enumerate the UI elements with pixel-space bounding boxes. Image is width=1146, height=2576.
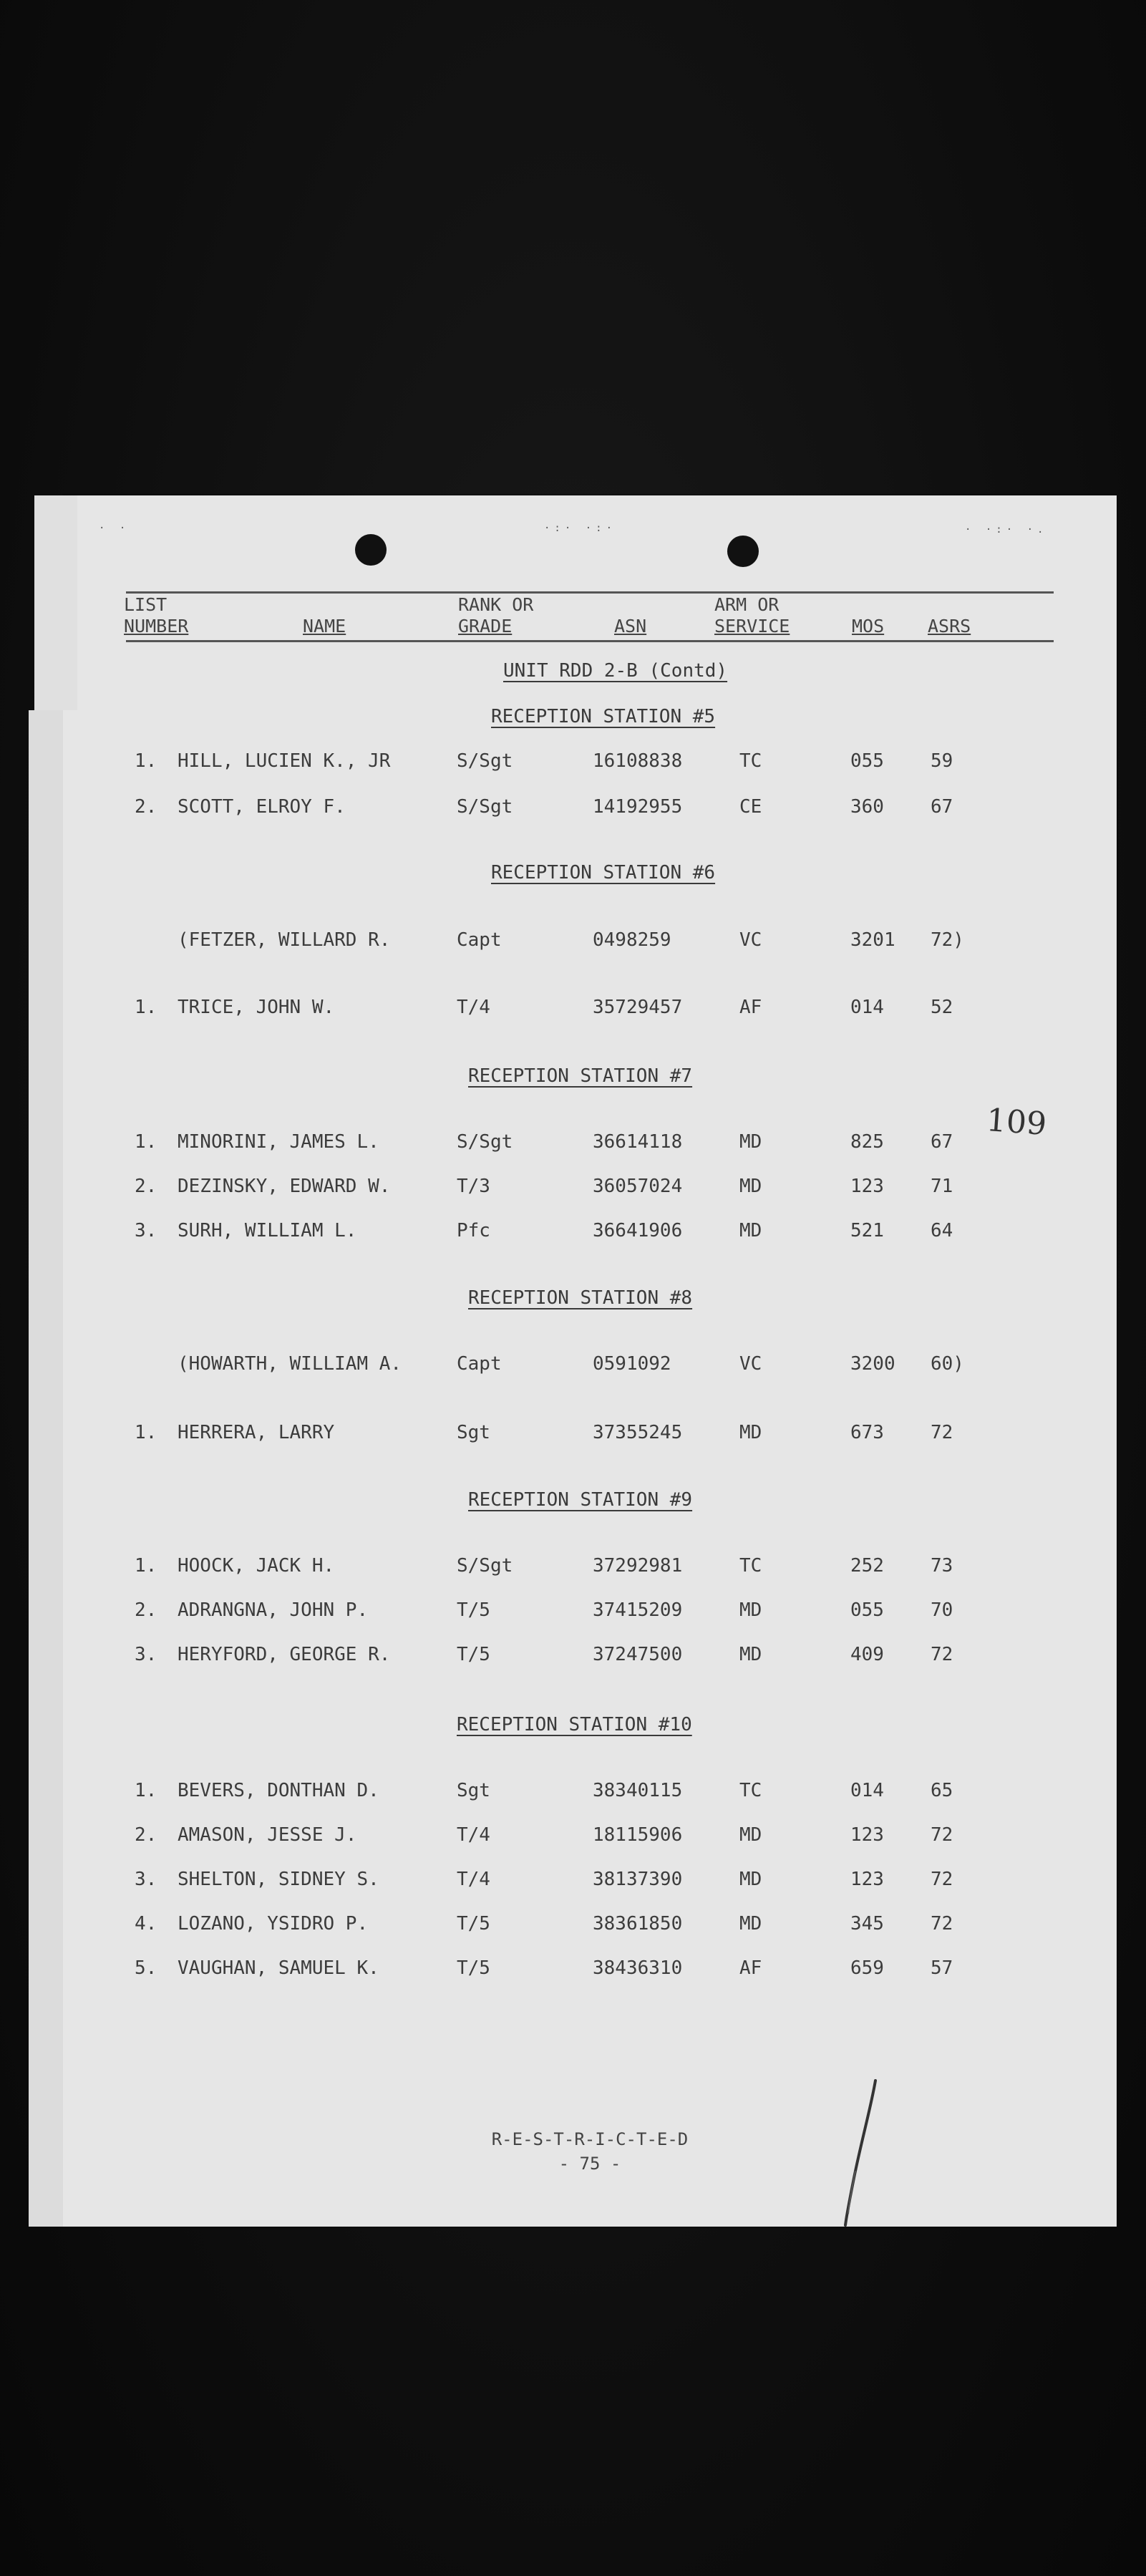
- cell-num: 4.: [135, 1913, 157, 1935]
- col-head-mos: MOS: [852, 616, 885, 636]
- col-head-arm: ARM OR SERVICE: [714, 594, 790, 636]
- cell-mos: 3201: [850, 929, 895, 951]
- cell-asrs: 65: [931, 1780, 953, 1801]
- cell-name: LOZANO, YSIDRO P.: [178, 1913, 369, 1935]
- cell-asn: 38436310: [593, 1957, 683, 1979]
- section-title: RECEPTION STATION #9: [468, 1489, 693, 1511]
- cell-rank: Pfc: [457, 1220, 490, 1241]
- cell-rank: T/5: [457, 1599, 490, 1621]
- cell-num: 1.: [135, 1780, 157, 1801]
- cell-name: HOOCK, JACK H.: [178, 1555, 335, 1577]
- cell-mos: 673: [850, 1422, 884, 1443]
- cell-asrs: 72: [931, 1913, 953, 1935]
- cell-num: 1.: [135, 1131, 157, 1153]
- cell-mos: 014: [850, 1780, 884, 1801]
- cell-arm: MD: [739, 1824, 762, 1846]
- cell-arm: MD: [739, 1220, 762, 1241]
- cell-asn: 38340115: [593, 1780, 683, 1801]
- cell-name: HILL, LUCIEN K., JR: [178, 750, 391, 772]
- cell-name: MINORINI, JAMES L.: [178, 1131, 379, 1153]
- cell-mos: 521: [850, 1220, 884, 1241]
- cell-name: SCOTT, ELROY F.: [178, 796, 346, 818]
- header-rule-top: [126, 591, 1054, 594]
- cell-rank: T/4: [457, 997, 490, 1018]
- cell-name: DEZINSKY, EDWARD W.: [178, 1176, 391, 1197]
- cell-mos: 055: [850, 1599, 884, 1621]
- cell-rank: T/5: [457, 1644, 490, 1665]
- cell-arm: MD: [739, 1131, 762, 1153]
- col-head-list-number: LIST NUMBER: [124, 594, 189, 636]
- table-row: [63, 1957, 1117, 1986]
- cell-num: 1.: [135, 750, 157, 772]
- cell-mos: 409: [850, 1644, 884, 1665]
- table-row: [63, 1599, 1117, 1628]
- cell-arm: CE: [739, 796, 762, 818]
- table-row: [63, 1555, 1117, 1584]
- cell-asrs: 72: [931, 1824, 953, 1846]
- cell-asrs: 72: [931, 1869, 953, 1890]
- cell-num: 1.: [135, 1422, 157, 1443]
- punch-hole-right-icon: [727, 536, 759, 567]
- table-row: [63, 796, 1117, 825]
- cell-asn: 35729457: [593, 997, 683, 1018]
- table-row: [63, 1353, 1117, 1382]
- cell-asn: 38137390: [593, 1869, 683, 1890]
- cell-name: ADRANGNA, JOHN P.: [178, 1599, 369, 1621]
- section-title: RECEPTION STATION #10: [457, 1714, 692, 1735]
- cell-asn: 14192955: [593, 796, 683, 818]
- table-row: [63, 750, 1117, 779]
- cell-asrs: 57: [931, 1957, 953, 1979]
- cell-arm: TC: [739, 1555, 762, 1577]
- cell-mos: 252: [850, 1555, 884, 1577]
- section-title: RECEPTION STATION #8: [468, 1287, 693, 1309]
- table-row: [63, 1131, 1117, 1160]
- cell-arm: MD: [739, 1422, 762, 1443]
- table-row: [63, 1220, 1117, 1249]
- table-row: [63, 1869, 1117, 1897]
- cell-asrs: 70: [931, 1599, 953, 1621]
- cell-rank: T/4: [457, 1869, 490, 1890]
- cell-mos: 659: [850, 1957, 884, 1979]
- cell-num: 3.: [135, 1220, 157, 1241]
- cell-num: 2.: [135, 1176, 157, 1197]
- cell-rank: Sgt: [457, 1422, 490, 1443]
- cell-mos: 123: [850, 1176, 884, 1197]
- cell-asn: 37292981: [593, 1555, 683, 1577]
- col-head-name: NAME: [303, 616, 346, 636]
- cell-name: (HOWARTH, WILLIAM A.: [178, 1353, 402, 1375]
- cell-rank: T/5: [457, 1913, 490, 1935]
- cell-asn: 37247500: [593, 1644, 683, 1665]
- col-head-asrs: ASRS: [928, 616, 971, 636]
- cell-asrs: 67: [931, 1131, 953, 1153]
- cell-asrs: 72: [931, 1644, 953, 1665]
- cell-name: TRICE, JOHN W.: [178, 997, 335, 1018]
- cell-asn: 36057024: [593, 1176, 683, 1197]
- cell-num: 1.: [135, 997, 157, 1018]
- cell-arm: VC: [739, 1353, 762, 1375]
- cell-rank: S/Sgt: [457, 1555, 513, 1577]
- cell-arm: MD: [739, 1913, 762, 1935]
- cell-mos: 825: [850, 1131, 884, 1153]
- table-row: [63, 1780, 1117, 1808]
- cell-num: 2.: [135, 796, 157, 818]
- cell-rank: Capt: [457, 1353, 502, 1375]
- cell-asn: 0591092: [593, 1353, 671, 1375]
- cell-asrs: 52: [931, 997, 953, 1018]
- table-row: [63, 1422, 1117, 1451]
- cell-asrs: 59: [931, 750, 953, 772]
- cell-name: SURH, WILLIAM L.: [178, 1220, 357, 1241]
- section-title: RECEPTION STATION #5: [491, 706, 716, 727]
- cell-arm: TC: [739, 750, 762, 772]
- pen-stroke-icon: [840, 2078, 883, 2228]
- cell-arm: MD: [739, 1644, 762, 1665]
- cell-asn: 37415209: [593, 1599, 683, 1621]
- cell-asn: 36614118: [593, 1131, 683, 1153]
- cell-num: 2.: [135, 1824, 157, 1846]
- cell-asrs: 72: [931, 1422, 953, 1443]
- cell-rank: T/4: [457, 1824, 490, 1846]
- paper-left-edge: [29, 710, 63, 2227]
- cell-num: 3.: [135, 1644, 157, 1665]
- cell-mos: 345: [850, 1913, 884, 1935]
- cell-mos: 055: [850, 750, 884, 772]
- cell-asrs: 73: [931, 1555, 953, 1577]
- cell-name: BEVERS, DONTHAN D.: [178, 1780, 379, 1801]
- page-number: - 75 -: [558, 2154, 621, 2174]
- table-row: [63, 1176, 1117, 1204]
- paper-specks: ·:· ·:·: [544, 523, 617, 534]
- cell-rank: Capt: [457, 929, 502, 951]
- cell-asrs: 64: [931, 1220, 953, 1241]
- cell-mos: 360: [850, 796, 884, 818]
- cell-asn: 18115906: [593, 1824, 683, 1846]
- cell-asn: 38361850: [593, 1913, 683, 1935]
- paper-specks: · ·: [99, 523, 130, 534]
- header-rule-bottom: [126, 640, 1054, 642]
- cell-arm: MD: [739, 1869, 762, 1890]
- margin-page-number: 109: [985, 1102, 1048, 1143]
- cell-num: 3.: [135, 1869, 157, 1890]
- cell-rank: S/Sgt: [457, 750, 513, 772]
- cell-arm: MD: [739, 1599, 762, 1621]
- cell-name: VAUGHAN, SAMUEL K.: [178, 1957, 379, 1979]
- unit-title: UNIT RDD 2-B (Contd): [503, 660, 728, 682]
- col-head-asn: ASN: [614, 616, 647, 636]
- cell-num: 2.: [135, 1599, 157, 1621]
- col-head-rank: RANK OR GRADE: [458, 594, 534, 636]
- cell-name: SHELTON, SIDNEY S.: [178, 1869, 379, 1890]
- cell-arm: AF: [739, 1957, 762, 1979]
- cell-name: (FETZER, WILLARD R.: [178, 929, 391, 951]
- cell-rank: S/Sgt: [457, 1131, 513, 1153]
- cell-name: AMASON, JESSE J.: [178, 1824, 357, 1846]
- cell-arm: TC: [739, 1780, 762, 1801]
- cell-arm: VC: [739, 929, 762, 951]
- cell-arm: AF: [739, 997, 762, 1018]
- cell-rank: Sgt: [457, 1780, 490, 1801]
- cell-asn: 0498259: [593, 929, 671, 951]
- table-row: [63, 1824, 1117, 1853]
- table-row: [63, 929, 1117, 958]
- table-row: [63, 1644, 1117, 1672]
- paper-specks: · ·:· ·.: [965, 524, 1048, 536]
- cell-asn: 37355245: [593, 1422, 683, 1443]
- cell-rank: T/5: [457, 1957, 490, 1979]
- section-title: RECEPTION STATION #7: [468, 1065, 693, 1087]
- cell-name: HERYFORD, GEORGE R.: [178, 1644, 391, 1665]
- cell-mos: 123: [850, 1869, 884, 1890]
- cell-asrs: 71: [931, 1176, 953, 1197]
- cell-asrs: 60): [931, 1353, 964, 1375]
- classification-footer: R-E-S-T-R-I-C-T-E-D: [491, 2129, 689, 2149]
- section-title: RECEPTION STATION #6: [491, 862, 716, 883]
- cell-asrs: 72): [931, 929, 964, 951]
- table-row: [63, 997, 1117, 1025]
- document-page: [63, 495, 1117, 2227]
- cell-asn: 16108838: [593, 750, 683, 772]
- cell-rank: S/Sgt: [457, 796, 513, 818]
- cell-asrs: 67: [931, 796, 953, 818]
- paper-tab-flap: [34, 495, 77, 710]
- cell-num: 1.: [135, 1555, 157, 1577]
- punch-hole-left-icon: [355, 534, 387, 566]
- cell-arm: MD: [739, 1176, 762, 1197]
- cell-num: 5.: [135, 1957, 157, 1979]
- cell-name: HERRERA, LARRY: [178, 1422, 335, 1443]
- cell-mos: 123: [850, 1824, 884, 1846]
- cell-rank: T/3: [457, 1176, 490, 1197]
- cell-mos: 014: [850, 997, 884, 1018]
- cell-asn: 36641906: [593, 1220, 683, 1241]
- table-row: [63, 1913, 1117, 1942]
- cell-mos: 3200: [850, 1353, 895, 1375]
